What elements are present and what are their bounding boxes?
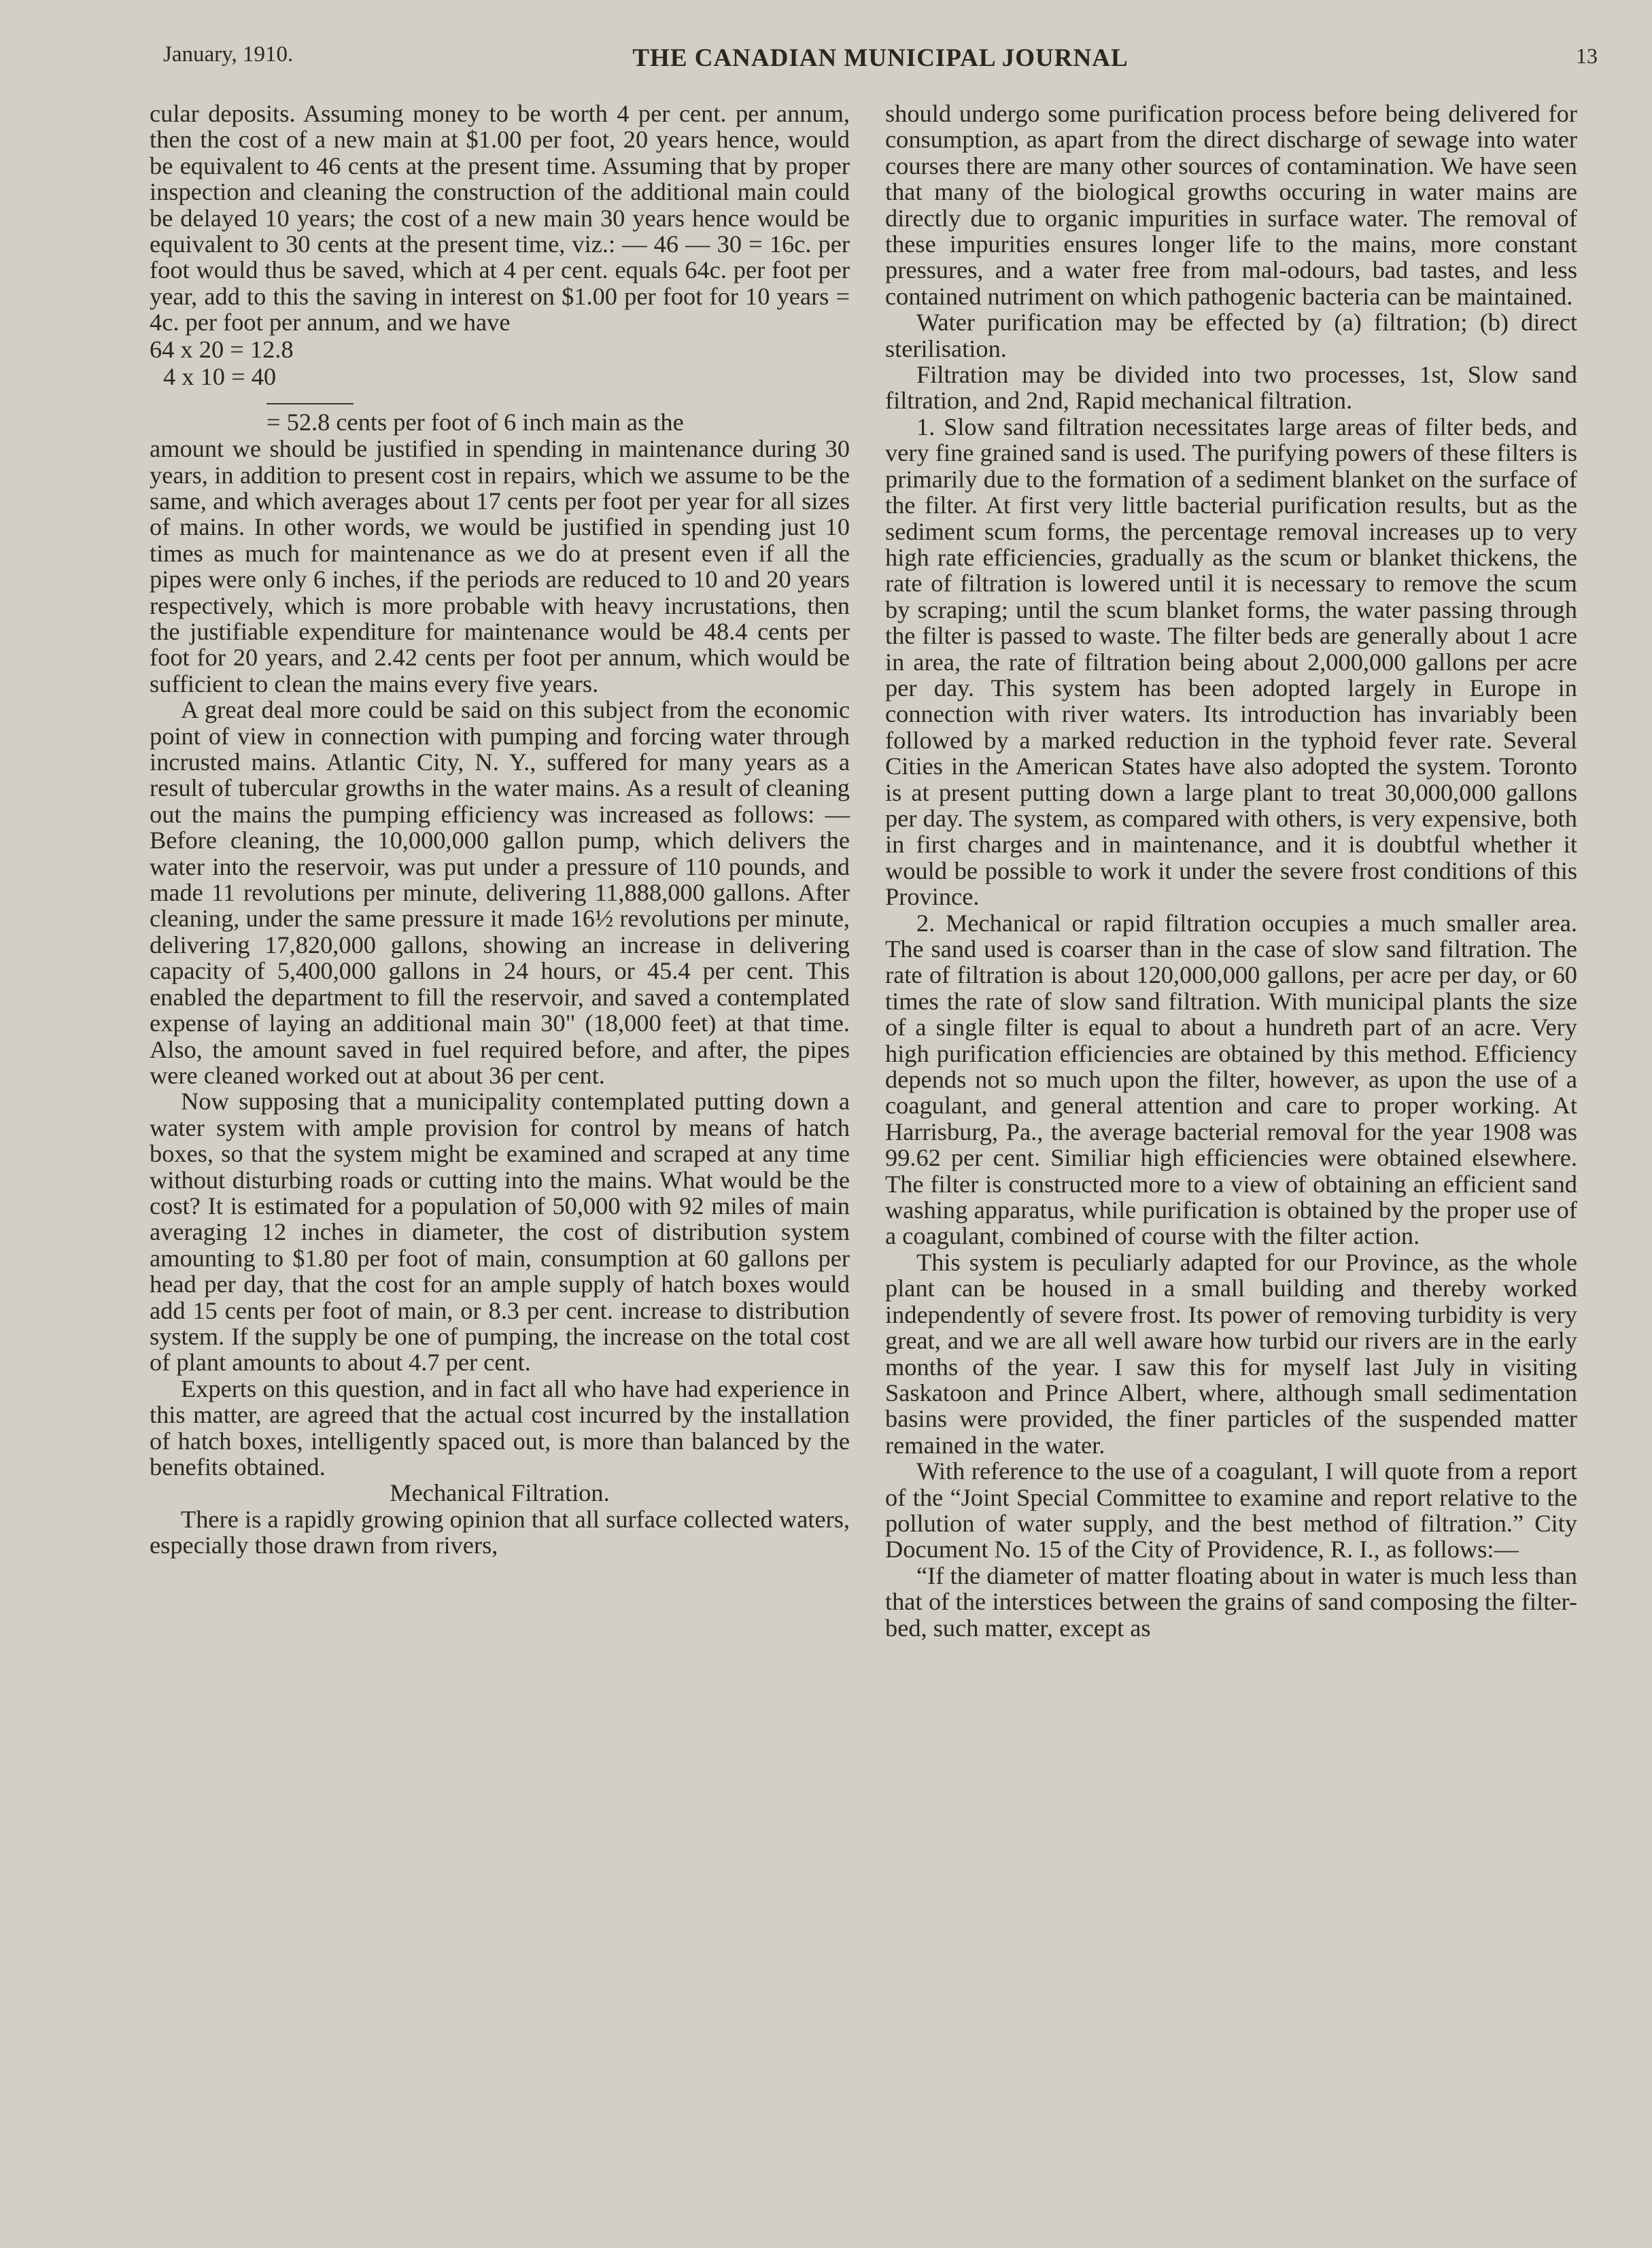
section-heading: Mechanical Filtration. — [390, 1479, 610, 1507]
paragraph: 1. Slow sand filtration necessitates large areas of filter beds, and very fine grained sand is used. The purifying powers of these filters is primarily due to the formation of a sediment blanket on the surface of the filter. At first very little bacterial purification results, but as the sediment scum forms, the percentage removal increases up to very high rate efficiencies, gradually as the scum or blanket thickens, the rate of filtration is lowered until it is necessary to remove the scum by scraping; until the scum blanket forms, the water passing through the filter is passed to waste. The filter beds are generally about 1 acre in area, the rate of filtration being about 2,000,000 gallons per acre per day. This system has been adopted largely in Europe in connection with river waters. Its introduction has invariably been followed by a marked reduction in the typhoid fever rate. Several Cities in the American States have also adopted the system. Toronto is at present putting down a large plant to treat 30,000,000 gallons per day. The system, as compared with others, is very expensive, both in first charges and in maintenance, and it is doubtful whether it would be possible to work it under the severe frost conditions of this Province. — [885, 413, 1577, 911]
running-header — [163, 42, 1598, 76]
page-number: 13 — [1576, 44, 1598, 68]
issue-date: January, 1910. — [163, 42, 294, 67]
calculation-result: = 52.8 cents per foot of 6 inch main as the — [266, 408, 684, 436]
calculation-line: 4 x 10 = 40 — [163, 363, 277, 391]
paragraph: There is a rapidly growing opinion that all surface collected waters, especially those drawn from rivers, — [150, 1505, 850, 1559]
paragraph: cular deposits. Assuming money to be worth 4 per cent. per annum, then the cost of a new main at $1.00 per foot, 20 years hence, would be equivalent to 46 cents at the present time. Assuming that by proper inspection and cleaning the construction of the additional main could be delayed 10 years; the cost of a new main 30 years hence would be equivalent to 30 cents at the present time, viz.: — 46 — 30 = 16c. per foot would thus be saved, which at 4 per cent. equals 64c. per foot per year, add to this the saving in interest on $1.00 per foot for 10 years = 4c. per foot per annum, and we have — [150, 100, 850, 336]
left-column — [150, 101, 850, 1559]
calculation-block — [150, 336, 850, 436]
paragraph: A great deal more could be said on this subject from the economic point of view in connection with pumping and forcing water through incrusted mains. Atlantic City, N. Y., suffered for many years as a result of tubercular growths in the water mains. As a result of cleaning out the mains the pumping efficiency was increased as follows: — Before cleaning, the 10,000,000 gallon pump, which delivers the water into the reservoir, was put under a pressure of 110 pounds, and made 11 revolutions per minute, delivering 11,888,000 gallons. After cleaning, under the same pressure it made 16½ revolutions per minute, delivering 17,820,000 gallons, showing an increase in delivering capacity of 5,400,000 gallons in 24 hours, or 45.4 per cent. This enabled the department to fill the reservoir, and saved a contemplated expense of laying an additional main 30" (18,000 feet) at that time. Also, the amount saved in fuel required before, and after, the pipes were cleaned worked out at about 36 per cent. — [150, 696, 850, 1089]
journal-title: THE CANADIAN MUNICIPAL JOURNAL — [632, 44, 1129, 72]
paragraph: amount we should be justified in spending in maintenance during 30 years, in addition to present cost in repairs, which we assume to be the same, and which averages about 17 cents per foot per year for all sizes of mains. In other words, we would be justified in spending just 10 times as much for maintenance as we do at present even if all the pipes were only 6 inches, if the periods are reduced to 10 and 20 years respectively, which is more probable with heavy incrustations, then the justifiable expenditure for maintenance would be 48.4 cents per foot for 20 years, and 2.42 cents per foot per annum, which would be sufficient to clean the mains every five years. — [150, 435, 850, 697]
paragraph: Filtration may be divided into two processes, 1st, Slow sand filtration, and 2nd, Rapid mechanical filtration. — [885, 361, 1577, 415]
paragraph: “If the diameter of matter floating about in water is much less than that of the interstices between the grains of sand composing the filter-bed, such matter, except as — [885, 1561, 1577, 1642]
paragraph: 2. Mechanical or rapid filtration occupies a much smaller area. The sand used is coarser than in the case of slow sand filtration. The rate of filtration is about 120,000,000 gallons, per acre per day, or 60 times the rate of slow sand filtration. With municipal plants the size of a single filter is equal to about a hundreth part of an acre. Very high purification efficiencies are obtained by this method. Efficiency depends not so much upon the filter, however, as upon the use of a coagulant, and general attention and care to proper working. At Harrisburg, Pa., the average bacterial removal for the year 1908 was 99.62 per cent. Similiar high efficiencies were obtained elsewhere. The filter is constructed more to a view of obtaining an efficient sand washing apparatus, while purification is obtained by the proper use of a coagulant, combined of course with the filter action. — [885, 909, 1577, 1250]
paragraph: should undergo some purification process before being delivered for consumption, as apart from the direct discharge of sewage into water courses there are many other sources of contamination. We have seen that many of the biological growths occuring in water mains are directly due to organic impurities in surface water. The removal of these impurities ensures longer life to the mains, more constant pressures, and a water free from mal-odours, bad tastes, and less contained nutriment on which pathogenic bacteria can be maintained. — [885, 100, 1577, 310]
paragraph: Now supposing that a municipality contemplated putting down a water system with ample provision for control by means of hatch boxes, so that the system might be examined and scraped at any time without disturbing roads or cutting into the mains. What would be the cost? It is estimated for a population of 50,000 with 92 miles of main averaging 12 inches in diameter, the cost of distribution system amounting to $1.80 per foot of main, consumption at 60 gallons per head per day, that the cost for an ample supply of hatch boxes would add 15 cents per foot of main, or 8.3 per cent. increase to distribution system. If the supply be one of pumping, the increase on the total cost of plant amounts to about 4.7 per cent. — [150, 1088, 850, 1377]
paragraph: With reference to the use of a coagulant, I will quote from a report of the “Joint Special Committee to examine and report relative to the pollution of water supply, and the best method of filtration.” City Document No. 15 of the City of Providence, R. I., as follows:— — [885, 1457, 1577, 1563]
paragraph: This system is peculiarly adapted for our Province, as the whole plant can be housed in a small building and thereby worked independently of severe frost. Its power of removing turbidity is very great, and we are all well aware how turbid our rivers are in the early months of the year. I saw this for myself last July in visiting Saskatoon and Prince Albert, where, although small sedimentation basins were provided, the finer particles of the suspended matter remained in the water. — [885, 1248, 1577, 1459]
paragraph: Experts on this question, and in fact all who have had experience in this matter, are agreed that the actual cost incurred by the installation of hatch boxes, intelligently spaced out, is more than balanced by the benefits obtained. — [150, 1374, 850, 1481]
calculation-line: 64 x 20 = 12.8 — [150, 335, 294, 363]
sum-rule — [266, 403, 354, 404]
paragraph: Water purification may be effected by (a) filtration; (b) direct sterilisation. — [885, 309, 1577, 362]
right-column — [885, 101, 1577, 1641]
